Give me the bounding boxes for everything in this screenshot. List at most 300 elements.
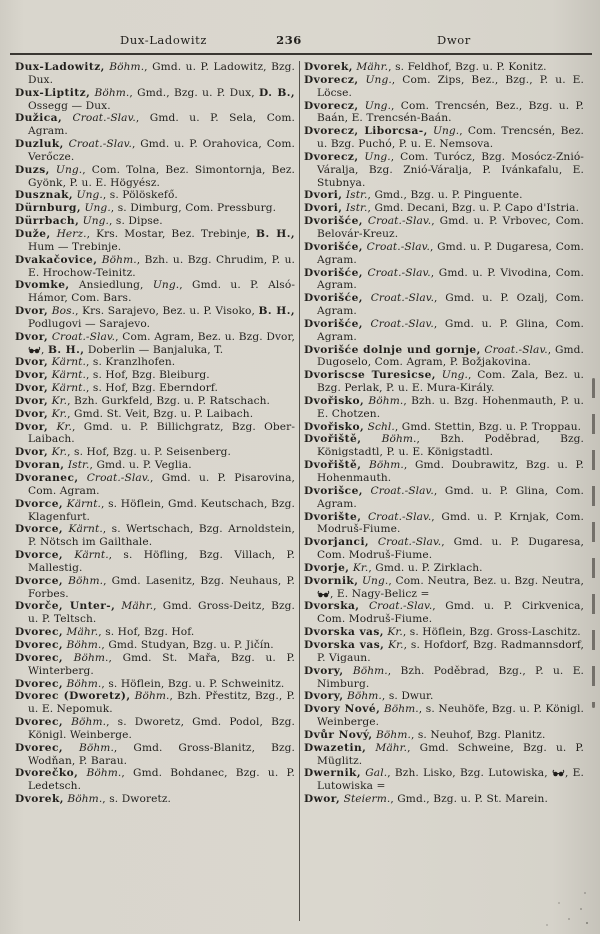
entry-headword: Dvor,: [15, 369, 49, 382]
entry-text: Podlugovi — Sarajevo.: [28, 317, 151, 330]
entry-headword: Dvořiště,: [304, 433, 362, 446]
entry-text: , s. Feldhof, Bzg. u. P. Konitz.: [388, 61, 547, 73]
gazetteer-entry: [304, 626, 584, 639]
entry-region-tag: Kr.: [48, 407, 68, 420]
entry-text: , Krs. Mostar, Bez. Trebinje,: [86, 227, 257, 240]
gazetteer-entry: [304, 511, 584, 537]
entry-text: , s. Hof, Bzg. Hof.: [98, 626, 195, 639]
entry-text: , s. Dipse.: [109, 215, 163, 228]
entry-headword: Dwernik,: [304, 767, 361, 780]
entry-region-tag: Kr.: [48, 446, 68, 459]
entry-text: , Gmd. u. P. Krnjak, Com. Modruš-Fiume.: [317, 510, 584, 536]
entry-headword: Dvorišće,: [304, 215, 363, 228]
gazetteer-entry: [304, 536, 584, 562]
entry-text: , E. Nagy-Belicz =: [330, 587, 430, 600]
entry-text: , Gmd. u. P. Orahovica, Com. Verőcze.: [28, 138, 295, 163]
entry-region-tag: Böhm.: [130, 690, 170, 703]
gazetteer-entry: [304, 575, 584, 601]
entry-text: , Com. Neutra, Bez. u. Bzg. Neutra,: [388, 574, 584, 587]
gazetteer-entry: [304, 459, 584, 485]
entry-text: , Gmd. u. P. Billichgratz, Bzg. Ober-Laibach.: [28, 420, 296, 446]
gazetteer-entry: [304, 61, 584, 74]
entry-region-tag: Böhm.: [343, 664, 388, 677]
entry-region-tag: Bos.: [48, 305, 76, 318]
gazetteer-entry: [304, 202, 584, 215]
entry-headword: Dvomke,: [15, 279, 70, 292]
entry-region-tag: Ung.: [358, 73, 392, 86]
entry-region-tag: Croat.-Slav.: [63, 138, 132, 151]
header-rule: [10, 53, 592, 55]
entry-headword: Dvor,: [15, 394, 49, 407]
page-number: 236: [276, 33, 302, 47]
entry-text: , s. Dworetz, Gmd. Podol, Bzg. Königl. Weinberge.: [28, 716, 295, 741]
entry-region-tag: Istr.: [342, 189, 368, 202]
entry-text: , Gmd. Stettin, Bzg. u. P. Troppau.: [394, 420, 582, 433]
entry-region-tag: Croat.-Slav.: [362, 240, 430, 253]
gazetteer-entry: [304, 703, 584, 729]
entry-region-tag: Böhm.: [104, 61, 145, 73]
entry-headword: Dvorišće,: [304, 266, 363, 279]
gazetteer-entry: [15, 331, 295, 357]
gazetteer-entry: [304, 151, 584, 190]
gazetteer-entry: [15, 678, 295, 691]
entry-headword: Dvorecz,: [304, 73, 359, 86]
entry-region-tag: Croat.-Slav.: [362, 292, 435, 305]
entry-headword: Dužica,: [15, 112, 63, 125]
entry-headword: Dvorec (Dworetz),: [15, 690, 131, 703]
gazetteer-entry: [304, 742, 584, 768]
entry-text: , Gmd. u. P. Glina, Com. Agram.: [317, 317, 584, 343]
entry-headword: Dvorska vas,: [304, 626, 384, 639]
entry-headword: Dvoranec,: [15, 472, 79, 484]
gazetteer-entry: [15, 164, 295, 190]
entry-region-tag: Croat.-Slav.: [362, 484, 434, 497]
entry-headword: Dvořiště,: [304, 459, 362, 472]
entry-region-tag: Mähr.: [115, 600, 154, 613]
entry-text: , Com. Turócz, Bzg. Mosócz-Znió-Váralja, Bzg. Znió-Váralja, P. Ivánkafalu, E. Stubnya.: [317, 150, 584, 189]
entry-headword: Dvorec,: [15, 741, 64, 754]
entry-headword: Dvoriscse Turesicse,: [304, 369, 436, 382]
left-running-head: Dux-Ladowitz: [120, 33, 207, 47]
gazetteer-entry: [15, 421, 295, 447]
gazetteer-entry: [304, 485, 584, 511]
entry-region-tag: Croat.-Slav.: [48, 330, 116, 343]
gazetteer-entry: [304, 600, 584, 626]
gazetteer-entry: [304, 665, 584, 691]
entry-region-tag: Croat.-Slav.: [369, 536, 442, 549]
entry-text: Hum — Trebinje.: [28, 240, 122, 253]
gazetteer-entry: [15, 202, 295, 215]
entry-text: ,: [41, 343, 48, 356]
gazetteer-entry: [304, 267, 584, 293]
gazetteer-entry: [304, 292, 584, 318]
scan-edge-artifact: [592, 378, 595, 708]
entry-headword: Dvorce,: [15, 497, 64, 510]
gazetteer-entry: [304, 215, 584, 241]
entry-headword: Dvorište,: [304, 510, 362, 523]
gazetteer-entry: [304, 74, 584, 100]
gazetteer-entry: [15, 279, 295, 305]
entry-text: , s. Wertschach, Bzg. Arnoldstein, P. Nötsch im Gailthale.: [28, 523, 296, 549]
entry-text: , Gmd. Lasenitz, Bzg. Neuhaus, P. Forbes.: [28, 574, 295, 600]
gazetteer-entry: [15, 742, 295, 768]
entry-headword: Dvorce,: [15, 523, 64, 536]
entry-headword: Dvor,: [15, 407, 49, 420]
entry-region-tag: Ung.: [358, 574, 389, 587]
entry-text: , Gmd. u. P. Ozalj, Com. Agram.: [317, 292, 584, 318]
gazetteer-entry: [15, 87, 295, 113]
entry-region-tag: Mähr.: [366, 741, 408, 754]
entry-headword: Dvorska,: [304, 600, 360, 613]
entry-region-tag: Croat.-Slav.: [362, 266, 431, 279]
entry-text: , Gmd. u. P. Sela, Com. Agram.: [28, 112, 295, 138]
entry-headword: Dvorišće,: [304, 317, 363, 330]
entry-region-tag: Böhm.: [63, 793, 103, 806]
entry-headword: Dvorišće,: [304, 240, 363, 253]
entry-text: , s. Hof, Bzg. Eberndorf.: [85, 382, 218, 395]
entry-headword: Dvorec,: [15, 626, 64, 639]
gazetteer-entry: [304, 100, 584, 126]
entry-headword: Dvor,: [15, 330, 49, 343]
gazetteer-entry: [15, 408, 295, 421]
entry-region-tag: Gal.: [360, 767, 388, 780]
entry-region-tag: Ung.: [358, 150, 391, 163]
entry-text: , s. Dwur.: [381, 690, 434, 703]
entry-headword: Dvori,: [304, 202, 343, 215]
entry-headword: Dvorecz,: [304, 99, 359, 112]
entry-text: , s. Hof, Bzg. Bleiburg.: [85, 369, 210, 382]
entry-text: , s. Höfling, Bzg. Villach, P. Mallestig.: [28, 549, 295, 574]
entry-headword: D. B.,: [258, 86, 295, 99]
entry-headword: Dürnburg,: [15, 202, 82, 215]
gazetteer-entry: [15, 690, 295, 716]
entry-text: , Gmd. u. P. Cirkvenica, Com. Modruš-Fiume.: [317, 600, 584, 626]
entry-headword: Dusznak,: [15, 189, 74, 202]
entry-text: , Gmd. St. Mařa, Bzg. u. P. Winterberg.: [28, 651, 295, 677]
entry-region-tag: Croat.-Slav.: [78, 472, 151, 484]
entry-headword: Dvor,: [15, 382, 49, 395]
entry-text: , Gmd. St. Veit, Bzg. u. P. Laibach.: [67, 407, 254, 420]
entry-region-tag: Böhm.: [90, 86, 130, 99]
entry-headword: Dux-Liptitz,: [15, 86, 91, 99]
entry-text: , Com. Trencsén, Bez., Bzg. u. P. Baán, E. Trencsén-Baán.: [317, 99, 584, 125]
entry-headword: Dvory,: [304, 664, 344, 677]
entry-headword: Dvakačovice,: [15, 253, 98, 266]
entry-headword: Dvorska vas,: [304, 638, 385, 651]
entry-text: , Bzh. Gurkfeld, Bzg. u. P. Ratschach.: [67, 394, 271, 407]
entry-text: , Gmd. Doubrawitz, Bzg. u. P. Hohenmauth.: [317, 459, 584, 484]
entry-region-tag: Croat.-Slav.: [62, 112, 136, 125]
gazetteer-entry: [15, 767, 295, 793]
entry-text: , Gmd. Studyan, Bzg. u. P. Jičín.: [101, 638, 274, 651]
entry-text: , Gmd. u. P. Dugaresa, Com. Agram.: [317, 240, 584, 266]
gazetteer-entry: [15, 575, 295, 601]
entry-headword: Dvorišće,: [304, 292, 363, 305]
gazetteer-entry: [15, 472, 295, 498]
entry-headword: Dvorce,: [15, 574, 64, 587]
entry-region-tag: Böhm.: [380, 703, 419, 716]
gazetteer-entry: [15, 652, 295, 678]
entry-text: , Gmd., Bzg. u. P. Dux,: [129, 86, 259, 99]
entry-region-tag: Croat.-Slav.: [359, 600, 433, 613]
entry-region-tag: Böhm.: [364, 394, 404, 407]
entry-text: , Com. Zips, Bez., Bzg., P. u. E. Löcse.: [317, 73, 584, 99]
right-running-head: Dwor: [437, 33, 471, 47]
entry-headword: Dürrbach,: [15, 215, 80, 228]
gazetteer-entry: [15, 716, 295, 742]
entry-text: , s. Hofdorf, Bzg. Radmannsdorf, P. Vigaun.: [317, 638, 585, 664]
entry-region-tag: Böhm.: [361, 459, 404, 472]
entry-headword: Dux-Ladowitz,: [15, 61, 105, 73]
entry-text: , Gmd. u. P. Ladowitz, Bzg. Dux.: [28, 61, 295, 86]
entry-text: , Gmd. u. P. Zirklach.: [368, 561, 483, 574]
entry-region-tag: Böhm.: [361, 433, 417, 446]
entry-text: Ossegg — Dux.: [28, 99, 111, 112]
entry-text: Ansiedlung,: [69, 279, 153, 292]
entry-headword: Dvornik,: [304, 574, 359, 587]
gazetteer-entry: [304, 125, 584, 151]
entry-region-tag: Kärnt.: [63, 523, 103, 536]
entry-text: , s. Dworetz.: [102, 793, 171, 806]
entry-headword: Dvůr Nový,: [304, 728, 373, 741]
entry-region-tag: Kr.: [384, 638, 404, 651]
entry-text: , Krs. Sarajevo, Bez. u. P. Visoko,: [75, 305, 259, 318]
entry-text: , Gmd. Gross-Blanitz, Bzg. Wodňan, P. Barau.: [28, 741, 295, 767]
entry-region-tag: Kr.: [48, 420, 72, 433]
entry-region-tag: Kr.: [383, 626, 403, 639]
entry-text: , s. Pölöskefő.: [102, 189, 178, 202]
gazetteer-entry: [15, 305, 295, 331]
entry-region-tag: Steierm.: [340, 793, 391, 806]
gazetteer-entry: [15, 523, 295, 549]
entry-region-tag: Kärnt.: [63, 497, 102, 510]
entry-region-tag: Istr.: [64, 459, 90, 472]
gazetteer-entry: [304, 395, 584, 421]
entry-headword: Dvor,: [15, 420, 49, 433]
entry-headword: Duže,: [15, 227, 51, 240]
gazetteer-entry: [15, 369, 295, 382]
entry-text: , Bzh. Poděbrad, Bzg., P. u. E. Nimburg.: [317, 664, 584, 690]
entry-region-tag: Schl.: [364, 420, 395, 433]
entry-text: , s. Höflein, Bzg. u. P. Schweinitz.: [101, 677, 285, 690]
entry-headword: Dwazetin,: [304, 741, 367, 754]
entry-headword: Dvorec,: [15, 651, 64, 664]
entry-region-tag: Ung.: [427, 125, 460, 138]
entry-text: , Gmd. Dugoselo, Com. Agram, P. Božjakovina.: [317, 343, 584, 369]
entry-text: , s. Hof, Bzg. u. P. Seisenberg.: [67, 446, 231, 459]
entry-text: , Gmd. u. P. Glina, Com. Agram.: [317, 484, 584, 510]
entry-headword: Dvořisko,: [304, 420, 365, 433]
entry-region-tag: Kärnt.: [48, 369, 86, 382]
entry-headword: Dvoran,: [15, 459, 65, 472]
right-column: [304, 61, 584, 921]
entry-headword: Dvori,: [304, 189, 343, 202]
entry-text: , Gmd. u. P. Dugaresa, Com. Modruš-Fiume.: [317, 536, 584, 562]
entry-region-tag: Kärnt.: [48, 356, 86, 369]
entry-text: , Gmd. u. P. Vrbovec, Com. Belovár-Kreuz.: [317, 215, 585, 240]
gazetteer-entry: [15, 459, 295, 472]
entry-region-tag: Croat.-Slav.: [362, 317, 434, 330]
entry-headword: Dvorišće dolnje und gornje,: [304, 343, 481, 356]
entry-text: , s. Neuhof, Bzg. Planitz.: [410, 728, 546, 741]
entry-region-tag: Böhm.: [78, 767, 122, 780]
entry-headword: Dvorek,: [304, 61, 353, 73]
left-column: [15, 61, 295, 921]
gazetteer-entry: [304, 433, 584, 459]
entry-region-tag: Ung.: [81, 202, 111, 215]
gazetteer-entry: [15, 356, 295, 369]
entry-text: , Com. Zala, Bez. u. Bzg. Perlak, P. u. E. Mura-Király.: [317, 369, 584, 395]
entry-region-tag: Ung.: [358, 99, 392, 112]
entry-text: Doberlin — Banjaluka, T.: [84, 343, 224, 356]
gazetteer-entry: [304, 690, 584, 703]
entry-headword: Dvorišce,: [304, 484, 363, 497]
gazetteer-entry: [15, 215, 295, 228]
entry-headword: Duzs,: [15, 163, 50, 176]
entry-region-tag: Böhm.: [63, 574, 104, 587]
entry-region-tag: Ung.: [73, 189, 103, 202]
entry-region-tag: Kärnt.: [63, 549, 109, 562]
entry-text: , Bzh. Poděbrad, Bzg. Königstadtl, P. u. E. Königstadtl.: [317, 433, 584, 459]
entry-region-tag: Kr.: [48, 394, 68, 407]
entry-region-tag: Ung.: [152, 279, 180, 292]
entry-region-tag: Böhm.: [343, 690, 382, 703]
gazetteer-entry: [15, 600, 295, 626]
entry-headword: Dvor,: [15, 446, 49, 459]
gazetteer-entry: [15, 793, 295, 806]
telegraph-station-icon: [552, 769, 565, 777]
entry-headword: Dvorecz, Liborcsa-,: [304, 125, 428, 138]
entry-headword: Dvorečko,: [15, 767, 79, 780]
gazetteer-entry: [15, 382, 295, 395]
entry-headword: Dwor,: [304, 793, 341, 806]
entry-text: , Gmd. u. P. Alsó-Hámor, Com. Bars.: [28, 279, 295, 305]
entry-text: , Com. Tolna, Bez. Simontornja, Bez. Gyönk, P. u. E. Högyész.: [28, 163, 295, 189]
gazetteer-entry: [304, 793, 584, 806]
entry-headword: B. H.,: [47, 343, 85, 356]
entry-region-tag: Böhm.: [63, 741, 114, 754]
gazetteer-entry: [304, 562, 584, 575]
entry-text: , Gmd. Schweine, Bzg. u. P. Müglitz.: [317, 741, 584, 767]
gazetteer-entry: [15, 498, 295, 524]
entry-headword: Dvorec,: [15, 638, 64, 651]
gazetteer-entry: [15, 549, 295, 575]
entry-text: , Gmd. Gross-Deitz, Bzg. u. P. Teltsch.: [28, 600, 295, 626]
entry-region-tag: Böhm.: [63, 716, 107, 729]
entry-headword: Dvory Nové,: [304, 703, 381, 716]
gazetteer-entry: [304, 189, 584, 202]
entry-headword: Dvorec,: [15, 716, 64, 729]
gazetteer-entry: [15, 395, 295, 408]
entry-region-tag: Böhm.: [63, 638, 102, 651]
entry-text: , s. Höflein, Bzg. Gross-Laschitz.: [402, 626, 581, 639]
gazetteer-entry: [15, 61, 295, 87]
gazetteer-entry: [15, 626, 295, 639]
entry-headword: Dvorje,: [304, 561, 350, 574]
gazetteer-entry: [15, 138, 295, 164]
entry-text: , Gmd., Bzg. u. P. St. Marein.: [390, 793, 548, 806]
entry-region-tag: Herz.: [50, 227, 87, 240]
gazetteer-entry: [304, 318, 584, 344]
entry-text: , Com. Agram, Bez. u. Bzg. Dvor,: [115, 330, 295, 343]
entry-headword: B. H.,: [258, 305, 295, 318]
gazetteer-entry: [304, 767, 584, 793]
entry-headword: Duzluk,: [15, 138, 64, 151]
entry-region-tag: Böhm.: [63, 677, 102, 690]
entry-region-tag: Ung.: [435, 369, 469, 382]
gazetteer-entry: [304, 241, 584, 267]
gazetteer-entry: [304, 369, 584, 395]
gazetteer-entry: [304, 639, 584, 665]
entry-region-tag: Mähr.: [63, 626, 99, 639]
entry-region-tag: Böhm.: [63, 651, 109, 664]
entry-region-tag: Böhm.: [97, 253, 137, 266]
entry-headword: Dvor,: [15, 356, 49, 369]
entry-headword: Dvorek,: [15, 793, 64, 806]
entry-text: , Gmd. Bohdanec, Bzg. u. P. Ledetsch.: [28, 767, 295, 793]
telegraph-station-icon: [28, 346, 41, 354]
entry-region-tag: Böhm.: [372, 728, 411, 741]
entry-text: , Gmd. u. P. Veglia.: [89, 459, 192, 472]
entry-region-tag: Croat.-Slav.: [480, 343, 548, 356]
entry-text: , Bzh. u. Bzg. Chrudim, P. u. E. Hrochow-Teinitz.: [28, 253, 295, 279]
entry-headword: Dvorče, Unter-,: [15, 600, 116, 613]
entry-region-tag: Ung.: [79, 215, 109, 228]
entry-headword: Dvor,: [15, 305, 49, 318]
entry-headword: Dvorce,: [15, 549, 64, 562]
entry-region-tag: Kärnt.: [48, 382, 86, 395]
gazetteer-entry: [15, 254, 295, 280]
entry-headword: Dvory,: [304, 690, 344, 703]
gazetteer-entry: [304, 421, 584, 434]
gazetteer-entry: [15, 112, 295, 138]
entry-region-tag: Croat.-Slav.: [361, 510, 432, 523]
gazetteer-entry: [15, 228, 295, 254]
entry-headword: Dvorec,: [15, 677, 64, 690]
entry-text: , Gmd., Bzg. u. P. Pinguente.: [367, 189, 523, 202]
gazetteer-entry: [304, 344, 584, 370]
entry-text: , Gmd. Decani, Bzg. u. P. Capo d'Istria.: [367, 202, 580, 215]
running-header: [0, 33, 600, 48]
entry-region-tag: Croat.-Slav.: [362, 215, 432, 228]
gazetteer-entry: [15, 446, 295, 459]
entry-text: , Com. Trencsén, Bez. u. Bzg. Puchó, P. u. E. Nemsova.: [317, 125, 584, 151]
entry-region-tag: Ung.: [49, 163, 83, 176]
entry-text: , Gmd. u. P. Vivodina, Com. Agram.: [317, 266, 584, 292]
column-divider-rule: [299, 61, 300, 921]
telegraph-station-icon: [317, 590, 330, 598]
entry-text: , Bzh. Lisko, Bzg. Lutowiska,: [387, 767, 552, 780]
scan-speckle-artifact: [586, 922, 588, 924]
entry-text: , Gmd. u. P. Pisarovina, Com. Agram.: [28, 472, 295, 497]
entry-headword: Dvořisko,: [304, 394, 365, 407]
entry-region-tag: Istr.: [342, 202, 368, 215]
text-columns: [15, 61, 584, 921]
gazetteer-entry: [304, 729, 584, 742]
entry-text: , E. Lutowiska =: [317, 767, 584, 793]
entry-text: , s. Dimburg, Com. Pressburg.: [110, 202, 277, 215]
entry-text: , s. Neuhöfe, Bzg. u. P. Königl. Weinberge.: [317, 703, 584, 729]
entry-region-tag: Kr.: [349, 561, 369, 574]
entry-headword: Dvorecz,: [304, 150, 359, 163]
entry-text: , Bzh. Přestitz, Bzg., P. u. E. Nepomuk.: [28, 690, 296, 716]
entry-region-tag: Mähr.: [352, 61, 389, 73]
gazetteer-entry: [15, 639, 295, 652]
entry-text: , s. Höflein, Gmd. Keutschach, Bzg. Klagenfurt.: [28, 497, 295, 523]
entry-text: , Bzh. u. Bzg. Hohenmauth, P. u. E. Chotzen.: [317, 394, 584, 420]
entry-headword: B. H.,: [256, 227, 295, 240]
gazetteer-entry: [15, 189, 295, 202]
